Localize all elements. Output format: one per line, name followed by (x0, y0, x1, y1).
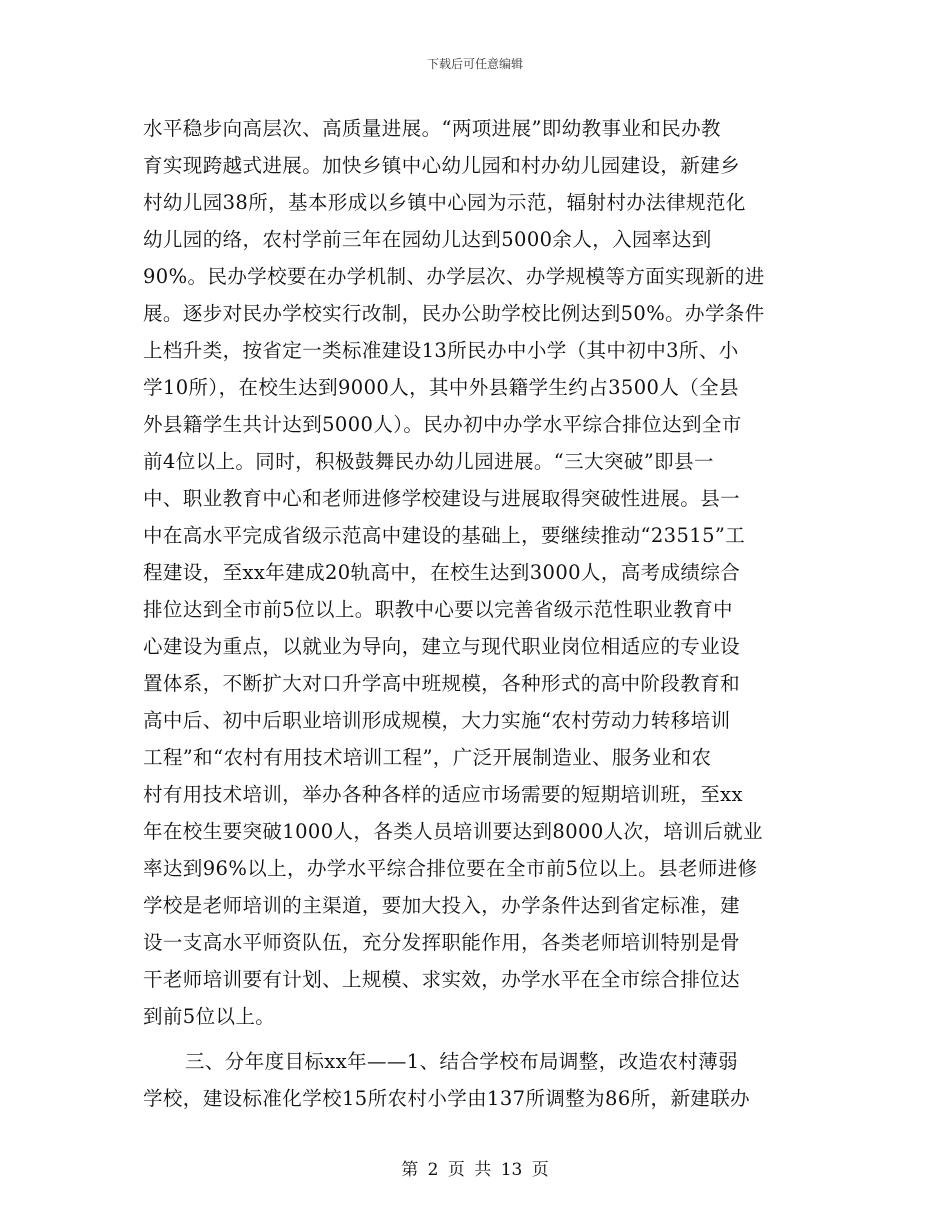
text-line: 程建设，至xx年建成20轨高中，在校生达到3000人，高考成绩综合 (143, 561, 741, 584)
text-line: 年在校生要突破1000人，各类人员培训要达到8000人次，培训后就业 (143, 820, 763, 843)
text-line: 展。逐步对民办学校实行改制，民办公助学校比例达到50%。办学条件 (143, 302, 765, 325)
text-line: 中、职业教育中心和老师进修学校建设与进展取得突破性进展。县一 (143, 487, 741, 510)
text-line: 率达到96%以上，办学水平综合排位要在全市前5位以上。县老师进修 (143, 857, 758, 880)
text-line: 水平稳步向高层次、高质量进展。“两项进展”即幼教事业和民办教 (143, 117, 721, 140)
page-number-footer: 第 2 页 共 13 页 (401, 1160, 549, 1180)
text-line: 干老师培训要有计划、上规模、求实效，办学水平在全市综合排位达 (143, 968, 741, 991)
document-body (143, 116, 807, 1123)
page-header: 下载后可任意编辑 (426, 57, 523, 71)
text-line: 学校，建设标准化学校15所农村小学由137所调整为86所，新建联办 (143, 1087, 751, 1110)
text-line: 置体系，不断扩大对口升学高中班规模，各种形式的高中阶段教育和 (143, 672, 741, 695)
text-line: 到前5位以上。 (143, 1005, 276, 1028)
text-line: 高中后、初中后职业培训形成规模，大力实施“农村劳动力转移培训 (143, 709, 731, 732)
text-line: 上档升类，按省定一类标准建设13所民办中小学（其中初中3所、小 (143, 339, 739, 362)
text-line: 村幼儿园38所，基本形成以乡镇中心园为示范，辐射村办法律规范化 (143, 191, 746, 214)
text-line: 学10所），在校生达到9000人，其中外县籍学生约占3500人（全县 (143, 376, 739, 399)
text-line: 工程”和“农村有用技术培训工程”，广泛开展制造业、服务业和农 (143, 746, 712, 769)
paragraph-start-line: 三、分年度目标xx年——1、结合学校布局调整，改造农村薄弱 (185, 1050, 739, 1073)
text-line: 心建设为重点，以就业为导向，建立与现代职业岗位相适应的专业设 (143, 635, 741, 658)
text-line: 村有用技术培训，举办各种各样的适应市场需要的短期培训班，至xx (143, 783, 743, 806)
text-line: 幼儿园的络，农村学前三年在园幼儿达到5000余人，入园率达到 (143, 228, 712, 251)
text-line: 育实现跨越式进展。加快乡镇中心幼儿园和村办幼儿园建设，新建乡 (143, 154, 741, 177)
text-line: 设一支高水平师资队伍，充分发挥职能作用，各类老师培训特别是骨 (143, 931, 741, 954)
text-line: 前4位以上。同时，积极鼓舞民办幼儿园进展。“三大突破”即县一 (143, 450, 714, 473)
text-line: 学校是老师培训的主渠道，要加大投入，办学条件达到省定标准，建 (143, 894, 741, 917)
text-line: 90%。民办学校要在办学机制、办学层次、办学规模等方面实现新的进 (143, 265, 765, 288)
text-line: 外县籍学生共计达到5000人）。民办初中办学水平综合排位达到全市 (143, 413, 742, 436)
text-line: 中在高水平完成省级示范高中建设的基础上，要继续推动“23515”工 (143, 524, 746, 547)
text-line: 排位达到全市前5位以上。职教中心要以完善省级示范性职业教育中 (143, 598, 733, 621)
